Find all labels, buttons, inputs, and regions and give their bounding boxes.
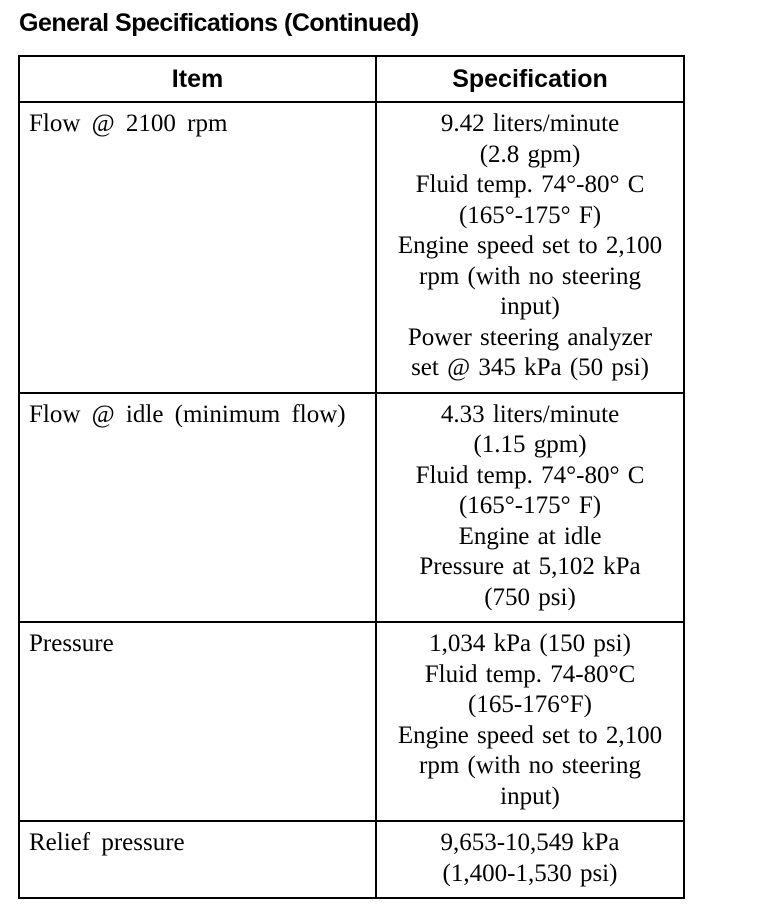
specification-line: 9,653-10,549 kPa <box>440 829 620 856</box>
specification-cell <box>376 393 684 623</box>
specification-line: Pressure at 5,102 kPa <box>419 553 641 580</box>
specification-line: input) <box>500 782 560 810</box>
specification-line: (2.8 gpm) <box>479 140 581 168</box>
table-row <box>19 622 684 821</box>
specification-cell <box>376 622 684 821</box>
specification-line: (165°-175° F) <box>458 492 602 519</box>
column-header-item: Item <box>19 56 376 102</box>
table-header-row <box>19 56 684 102</box>
specification-cell <box>376 102 684 393</box>
specification-line: Engine speed set to 2,100 <box>397 232 663 259</box>
item-cell: Pressure <box>19 622 376 821</box>
specification-line: (750 psi) <box>484 583 576 611</box>
item-cell: Flow @ idle (minimum flow) <box>19 393 376 623</box>
specification-line: Power steering analyzer <box>407 323 653 351</box>
specification-line: (1.15 gpm) <box>473 431 587 458</box>
specification-line: rpm (with no steering <box>419 262 641 290</box>
specifications-table <box>18 55 685 899</box>
specification-line: 1,034 kPa (150 psi) <box>429 630 631 657</box>
specification-line: Engine speed set to 2,100 <box>397 721 663 749</box>
specification-cell <box>376 821 684 898</box>
specification-line: input) <box>500 293 560 320</box>
specification-line: Engine at idle <box>458 522 602 550</box>
specification-line: rpm (with no steering <box>419 752 641 779</box>
item-cell: Flow @ 2100 rpm <box>19 102 376 393</box>
specification-line: Fluid temp. 74-80°C <box>424 660 636 688</box>
specification-line: 9.42 liters/minute <box>440 110 620 137</box>
specification-line: Fluid temp. 74°-80° C <box>415 461 645 489</box>
item-cell: Relief pressure <box>19 821 376 898</box>
specification-line: (1,400-1,530 psi) <box>442 859 618 887</box>
page-title: General Specifications (Continued) <box>19 9 419 37</box>
specification-line: 4.33 liters/minute <box>440 400 620 428</box>
specification-line: (165-176°F) <box>468 691 592 718</box>
specification-line: Fluid temp. 74°-80° C <box>415 171 645 198</box>
table-row <box>19 102 684 393</box>
specification-line: (165°-175° F) <box>458 201 602 229</box>
table-row <box>19 821 684 898</box>
table-row <box>19 393 684 623</box>
specification-line: set @ 345 kPa (50 psi) <box>411 354 649 381</box>
column-header-specification: Specification <box>376 56 684 102</box>
